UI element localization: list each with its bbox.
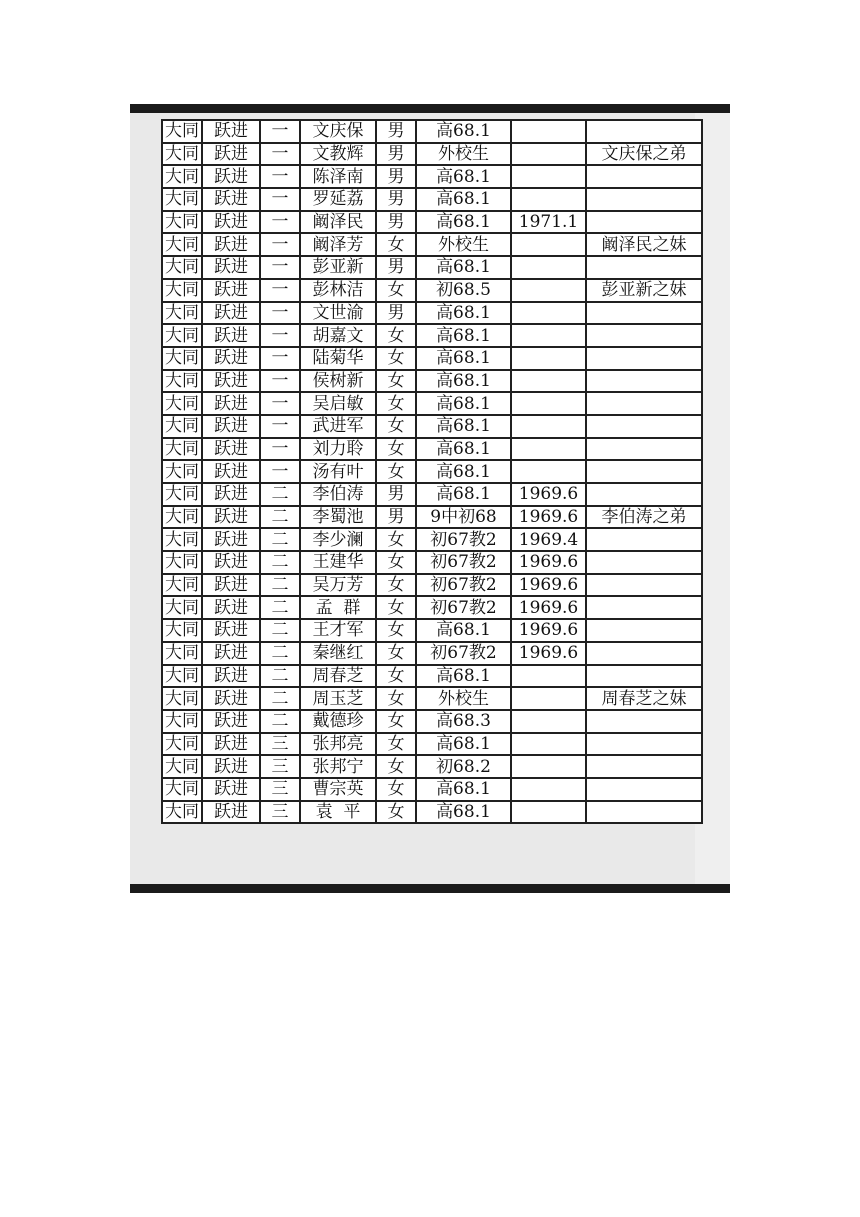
cell-team: 跃进 — [202, 211, 260, 234]
cell-name: 罗延荔 — [300, 188, 376, 211]
table-row — [162, 460, 702, 483]
cell-date: 1971.1 — [511, 211, 586, 234]
cell-city: 大同 — [162, 801, 202, 824]
cell-note — [586, 347, 702, 370]
cell-city: 大同 — [162, 642, 202, 665]
cell-note: 阚泽民之妹 — [586, 233, 702, 256]
cell-city: 大同 — [162, 302, 202, 325]
cell-sex: 男 — [376, 302, 416, 325]
cell-group: 三 — [260, 801, 300, 824]
cell-date — [511, 438, 586, 461]
cell-team: 跃进 — [202, 392, 260, 415]
roster-body — [162, 120, 702, 823]
cell-team: 跃进 — [202, 574, 260, 597]
cell-group: 一 — [260, 188, 300, 211]
cell-sex: 女 — [376, 642, 416, 665]
cell-date: 1969.6 — [511, 574, 586, 597]
table-row — [162, 687, 702, 710]
cell-group: 一 — [260, 256, 300, 279]
table-row — [162, 120, 702, 143]
cell-name: 文教辉 — [300, 143, 376, 166]
cell-sex: 男 — [376, 143, 416, 166]
table-row — [162, 483, 702, 506]
cell-name: 王建华 — [300, 551, 376, 574]
cell-note — [586, 460, 702, 483]
cell-sex: 女 — [376, 460, 416, 483]
cell-sex: 女 — [376, 370, 416, 393]
cell-name: 秦继红 — [300, 642, 376, 665]
cell-sex: 男 — [376, 165, 416, 188]
cell-date — [511, 370, 586, 393]
cell-name: 李伯涛 — [300, 483, 376, 506]
cell-name: 孟 群 — [300, 596, 376, 619]
cell-date — [511, 778, 586, 801]
cell-school: 高68.1 — [416, 733, 511, 756]
cell-note — [586, 665, 702, 688]
cell-school: 高68.1 — [416, 120, 511, 143]
cell-city: 大同 — [162, 233, 202, 256]
cell-name: 阚泽民 — [300, 211, 376, 234]
cell-sex: 男 — [376, 188, 416, 211]
cell-sex: 女 — [376, 596, 416, 619]
cell-sex: 女 — [376, 733, 416, 756]
cell-name: 阚泽芳 — [300, 233, 376, 256]
roster-table — [161, 119, 703, 824]
cell-sex: 女 — [376, 687, 416, 710]
cell-note: 李伯涛之弟 — [586, 506, 702, 529]
cell-date — [511, 324, 586, 347]
cell-team: 跃进 — [202, 483, 260, 506]
cell-date: 1969.4 — [511, 528, 586, 551]
cell-city: 大同 — [162, 143, 202, 166]
cell-sex: 女 — [376, 710, 416, 733]
cell-team: 跃进 — [202, 528, 260, 551]
cell-note — [586, 415, 702, 438]
cell-group: 二 — [260, 619, 300, 642]
cell-group: 二 — [260, 551, 300, 574]
cell-city: 大同 — [162, 574, 202, 597]
cell-team: 跃进 — [202, 143, 260, 166]
cell-note — [586, 710, 702, 733]
cell-date: 1969.6 — [511, 483, 586, 506]
cell-name: 周春芝 — [300, 665, 376, 688]
cell-note — [586, 528, 702, 551]
cell-sex: 女 — [376, 528, 416, 551]
cell-note — [586, 733, 702, 756]
cell-name: 胡嘉文 — [300, 324, 376, 347]
cell-sex: 女 — [376, 574, 416, 597]
cell-sex: 女 — [376, 438, 416, 461]
cell-group: 一 — [260, 370, 300, 393]
cell-team: 跃进 — [202, 778, 260, 801]
table-row — [162, 506, 702, 529]
cell-group: 一 — [260, 143, 300, 166]
cell-sex: 男 — [376, 256, 416, 279]
cell-city: 大同 — [162, 483, 202, 506]
cell-team: 跃进 — [202, 120, 260, 143]
cell-date — [511, 120, 586, 143]
cell-city: 大同 — [162, 211, 202, 234]
cell-city: 大同 — [162, 256, 202, 279]
cell-school: 初68.2 — [416, 755, 511, 778]
cell-city: 大同 — [162, 710, 202, 733]
cell-name: 张邦亮 — [300, 733, 376, 756]
cell-note — [586, 596, 702, 619]
cell-city: 大同 — [162, 392, 202, 415]
cell-team: 跃进 — [202, 324, 260, 347]
cell-school: 高68.1 — [416, 188, 511, 211]
table-row — [162, 551, 702, 574]
cell-sex: 男 — [376, 506, 416, 529]
cell-team: 跃进 — [202, 687, 260, 710]
table-row — [162, 233, 702, 256]
table-row — [162, 324, 702, 347]
cell-team: 跃进 — [202, 188, 260, 211]
cell-city: 大同 — [162, 596, 202, 619]
cell-note — [586, 551, 702, 574]
cell-date: 1969.6 — [511, 619, 586, 642]
cell-team: 跃进 — [202, 415, 260, 438]
cell-team: 跃进 — [202, 302, 260, 325]
cell-group: 一 — [260, 347, 300, 370]
cell-note — [586, 392, 702, 415]
cell-sex: 女 — [376, 347, 416, 370]
table-row — [162, 302, 702, 325]
cell-school: 高68.1 — [416, 256, 511, 279]
cell-team: 跃进 — [202, 438, 260, 461]
cell-school: 外校生 — [416, 233, 511, 256]
table-row — [162, 415, 702, 438]
table-row — [162, 778, 702, 801]
cell-group: 一 — [260, 120, 300, 143]
cell-name: 武进军 — [300, 415, 376, 438]
cell-team: 跃进 — [202, 619, 260, 642]
table-row — [162, 574, 702, 597]
cell-team: 跃进 — [202, 506, 260, 529]
cell-name: 戴德珍 — [300, 710, 376, 733]
cell-date — [511, 460, 586, 483]
cell-name: 袁 平 — [300, 801, 376, 824]
cell-team: 跃进 — [202, 801, 260, 824]
cell-team: 跃进 — [202, 279, 260, 302]
cell-school: 高68.1 — [416, 483, 511, 506]
bottom-border-bar — [130, 884, 730, 893]
cell-school: 高68.1 — [416, 392, 511, 415]
cell-date — [511, 665, 586, 688]
table-row — [162, 733, 702, 756]
cell-date — [511, 801, 586, 824]
cell-group: 一 — [260, 392, 300, 415]
cell-team: 跃进 — [202, 755, 260, 778]
cell-school: 高68.1 — [416, 415, 511, 438]
cell-city: 大同 — [162, 778, 202, 801]
cell-date — [511, 392, 586, 415]
cell-name: 文庆保 — [300, 120, 376, 143]
cell-date: 1969.6 — [511, 642, 586, 665]
cell-school: 外校生 — [416, 143, 511, 166]
cell-name: 陆菊华 — [300, 347, 376, 370]
cell-city: 大同 — [162, 755, 202, 778]
cell-school: 高68.1 — [416, 370, 511, 393]
cell-sex: 女 — [376, 551, 416, 574]
cell-group: 三 — [260, 778, 300, 801]
cell-sex: 女 — [376, 415, 416, 438]
cell-note — [586, 755, 702, 778]
cell-school: 初67教2 — [416, 528, 511, 551]
cell-date — [511, 165, 586, 188]
cell-group: 二 — [260, 483, 300, 506]
cell-city: 大同 — [162, 188, 202, 211]
cell-name: 曹宗英 — [300, 778, 376, 801]
cell-note — [586, 619, 702, 642]
cell-sex: 女 — [376, 279, 416, 302]
cell-team: 跃进 — [202, 665, 260, 688]
cell-date — [511, 188, 586, 211]
cell-team: 跃进 — [202, 347, 260, 370]
cell-group: 二 — [260, 506, 300, 529]
cell-city: 大同 — [162, 460, 202, 483]
cell-name: 彭亚新 — [300, 256, 376, 279]
cell-note — [586, 801, 702, 824]
cell-date — [511, 302, 586, 325]
cell-city: 大同 — [162, 619, 202, 642]
cell-date — [511, 733, 586, 756]
cell-group: 二 — [260, 574, 300, 597]
cell-date: 1969.6 — [511, 506, 586, 529]
cell-city: 大同 — [162, 733, 202, 756]
cell-team: 跃进 — [202, 551, 260, 574]
table-row — [162, 347, 702, 370]
cell-date: 1969.6 — [511, 596, 586, 619]
cell-note — [586, 120, 702, 143]
cell-date — [511, 143, 586, 166]
cell-city: 大同 — [162, 415, 202, 438]
cell-date: 1969.6 — [511, 551, 586, 574]
cell-name: 吴万芳 — [300, 574, 376, 597]
table-row — [162, 596, 702, 619]
cell-sex: 女 — [376, 324, 416, 347]
cell-group: 一 — [260, 460, 300, 483]
cell-date — [511, 233, 586, 256]
cell-name: 陈泽南 — [300, 165, 376, 188]
cell-note: 周春芝之妹 — [586, 687, 702, 710]
cell-note: 文庆保之弟 — [586, 143, 702, 166]
cell-sex: 女 — [376, 801, 416, 824]
cell-sex: 女 — [376, 619, 416, 642]
cell-date — [511, 415, 586, 438]
cell-note — [586, 642, 702, 665]
cell-name: 周玉芝 — [300, 687, 376, 710]
cell-school: 高68.1 — [416, 460, 511, 483]
cell-school: 高68.1 — [416, 438, 511, 461]
table-row — [162, 755, 702, 778]
cell-city: 大同 — [162, 438, 202, 461]
table-row — [162, 370, 702, 393]
table-row — [162, 392, 702, 415]
cell-school: 高68.1 — [416, 302, 511, 325]
cell-team: 跃进 — [202, 370, 260, 393]
cell-city: 大同 — [162, 370, 202, 393]
cell-school: 高68.1 — [416, 165, 511, 188]
cell-team: 跃进 — [202, 256, 260, 279]
cell-note — [586, 778, 702, 801]
cell-group: 二 — [260, 642, 300, 665]
cell-group: 一 — [260, 233, 300, 256]
cell-city: 大同 — [162, 347, 202, 370]
cell-school: 高68.3 — [416, 710, 511, 733]
cell-note — [586, 483, 702, 506]
table-row — [162, 438, 702, 461]
cell-group: 一 — [260, 324, 300, 347]
cell-sex: 男 — [376, 211, 416, 234]
cell-team: 跃进 — [202, 642, 260, 665]
cell-name: 汤有叶 — [300, 460, 376, 483]
cell-team: 跃进 — [202, 460, 260, 483]
cell-sex: 女 — [376, 233, 416, 256]
cell-school: 高68.1 — [416, 665, 511, 688]
cell-school: 9中初68 — [416, 506, 511, 529]
cell-group: 三 — [260, 755, 300, 778]
cell-school: 初67教2 — [416, 551, 511, 574]
cell-group: 一 — [260, 165, 300, 188]
cell-group: 二 — [260, 596, 300, 619]
cell-note — [586, 211, 702, 234]
cell-school: 初67教2 — [416, 574, 511, 597]
cell-date — [511, 256, 586, 279]
cell-date — [511, 347, 586, 370]
cell-school: 高68.1 — [416, 619, 511, 642]
cell-city: 大同 — [162, 551, 202, 574]
cell-team: 跃进 — [202, 733, 260, 756]
table-row — [162, 143, 702, 166]
cell-city: 大同 — [162, 120, 202, 143]
cell-group: 二 — [260, 528, 300, 551]
table-row — [162, 665, 702, 688]
cell-city: 大同 — [162, 665, 202, 688]
cell-group: 一 — [260, 302, 300, 325]
cell-date — [511, 755, 586, 778]
cell-note — [586, 574, 702, 597]
cell-group: 一 — [260, 211, 300, 234]
table-row — [162, 165, 702, 188]
cell-school: 初67教2 — [416, 642, 511, 665]
cell-date — [511, 687, 586, 710]
cell-sex: 男 — [376, 120, 416, 143]
cell-name: 侯树新 — [300, 370, 376, 393]
cell-date — [511, 710, 586, 733]
cell-name: 李蜀池 — [300, 506, 376, 529]
cell-date — [511, 279, 586, 302]
table-row — [162, 710, 702, 733]
cell-school: 高68.1 — [416, 801, 511, 824]
cell-sex: 女 — [376, 665, 416, 688]
cell-sex: 男 — [376, 483, 416, 506]
cell-city: 大同 — [162, 279, 202, 302]
cell-group: 二 — [260, 665, 300, 688]
cell-school: 高68.1 — [416, 324, 511, 347]
cell-sex: 女 — [376, 755, 416, 778]
cell-name: 彭林洁 — [300, 279, 376, 302]
table-row — [162, 279, 702, 302]
cell-city: 大同 — [162, 528, 202, 551]
cell-group: 三 — [260, 733, 300, 756]
cell-school: 高68.1 — [416, 778, 511, 801]
cell-team: 跃进 — [202, 710, 260, 733]
cell-city: 大同 — [162, 687, 202, 710]
cell-name: 文世渝 — [300, 302, 376, 325]
table-row — [162, 642, 702, 665]
table-row — [162, 619, 702, 642]
cell-team: 跃进 — [202, 596, 260, 619]
cell-team: 跃进 — [202, 233, 260, 256]
cell-group: 二 — [260, 710, 300, 733]
table-row — [162, 211, 702, 234]
cell-school: 初68.5 — [416, 279, 511, 302]
cell-note — [586, 165, 702, 188]
cell-group: 一 — [260, 415, 300, 438]
table-row — [162, 256, 702, 279]
cell-school: 高68.1 — [416, 211, 511, 234]
cell-name: 吴启敏 — [300, 392, 376, 415]
cell-school: 初67教2 — [416, 596, 511, 619]
cell-name: 刘力聆 — [300, 438, 376, 461]
cell-note — [586, 302, 702, 325]
cell-city: 大同 — [162, 324, 202, 347]
cell-note: 彭亚新之妹 — [586, 279, 702, 302]
cell-note — [586, 370, 702, 393]
cell-sex: 女 — [376, 778, 416, 801]
cell-note — [586, 256, 702, 279]
cell-team: 跃进 — [202, 165, 260, 188]
cell-sex: 女 — [376, 392, 416, 415]
table-row — [162, 528, 702, 551]
cell-name: 李少澜 — [300, 528, 376, 551]
table-row — [162, 188, 702, 211]
cell-group: 一 — [260, 438, 300, 461]
cell-note — [586, 438, 702, 461]
cell-name: 王才军 — [300, 619, 376, 642]
table-row — [162, 801, 702, 824]
cell-city: 大同 — [162, 506, 202, 529]
cell-note — [586, 188, 702, 211]
cell-city: 大同 — [162, 165, 202, 188]
cell-name: 张邦宁 — [300, 755, 376, 778]
top-border-bar — [130, 104, 730, 113]
cell-group: 二 — [260, 687, 300, 710]
cell-note — [586, 324, 702, 347]
scanned-page — [130, 104, 730, 893]
cell-school: 高68.1 — [416, 347, 511, 370]
cell-school: 外校生 — [416, 687, 511, 710]
cell-group: 一 — [260, 279, 300, 302]
